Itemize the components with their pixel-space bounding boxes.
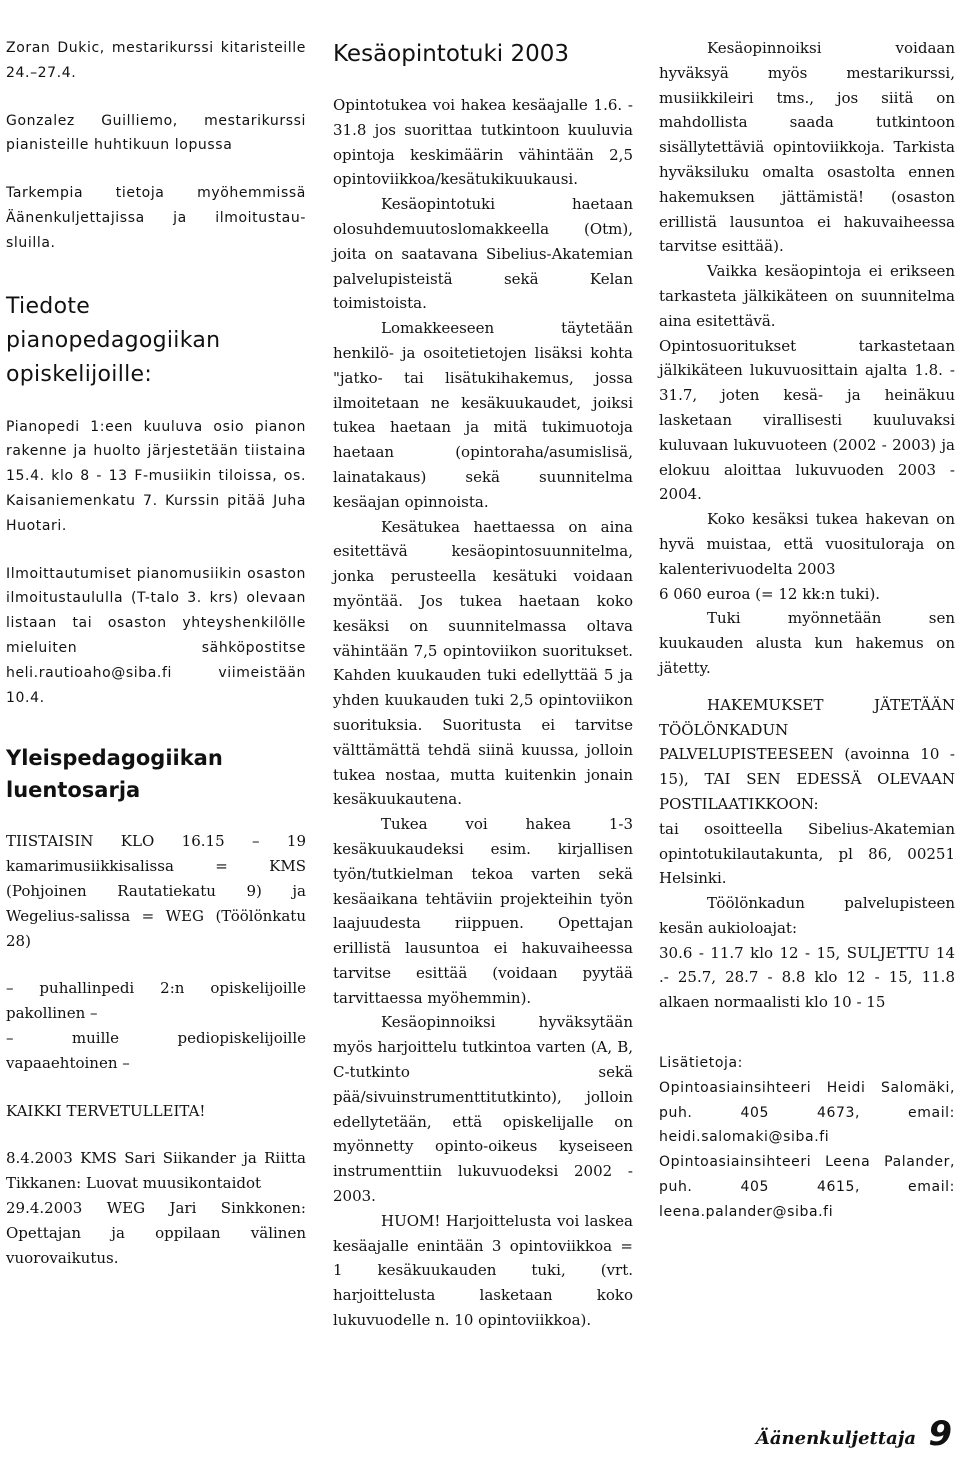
paragraph-opening-hours: 30.6 - 11.7 klo 12 - 15, SULJETTU 14 .- 25.7, 28.7 - 8.8 klo 12 - 15, 11.8 alkaen normaalisti klo 10 - 15 [659, 943, 955, 1012]
publication-name: Äänenkuljettaja [755, 1428, 916, 1449]
paragraph-contact-salomaki: Opintoasiainsihteeri Heidi Salomäki, puh. 405 4673, email: heidi.salomaki@siba.fi [659, 1079, 955, 1146]
paragraph-more-info: Tarkempia tietoja myöhemmissä Äänenkuljettajissa ja ilmoitustau-sluilla. [6, 185, 306, 251]
paragraph-practice: Kesäopinnoiksi hyväksytään myös harjoittelu tutkintoa varten (A, B, C-tutkinto sekä pää/sivuinstrumenttitutkinto), jolloin edellytetään, että opiskelijalle on myönnetty opinto-oikeus kyseiseen instrumenttiin lukuvuodeksi 2002 - 2003. [333, 1013, 633, 1206]
paragraph-income-limit: Koko kesäksi tukea hakevan on hyvä muistaa, että vuosituloraja on kalenterivuodelta 2003 [659, 510, 955, 578]
paragraph-lecture-2: 29.4.2003 WEG Jari Sinkkonen: Opettajan ja oppilaan välinen vuorovaikutus. [6, 1198, 306, 1267]
column-1 [6, 36, 306, 1270]
paragraph-masterclass-piano: Gonzalez Guilliemo, mestarikurssi pianisteille huhtikuun lopussa [6, 112, 306, 154]
paragraph-pianopedi: Pianopedi 1:een kuuluva osio pianon rakenne ja huolto järjestetään tiistaina 15.4. klo 8 - 13 F-musiikin tiloissa, os. Kaisaniemenkatu 7. Kurssin pitää Juha Huotari. [6, 418, 306, 534]
paragraph-results-check: Opintosuoritukset tarkastetaan jälkikäteen lukuvuosittain ajalta 1.8. - 31.7, joten kesä- ja heinäkuu lasketaan virallisesti kuuluvaksi kuluvaan lukuvuoteen (2002 - 2003) ja elokuu aloittaa lukuvuoden 2003 - 2004. [659, 336, 955, 504]
paragraph-granted: Tuki myönnetään sen kuukauden alusta kun hakemus on jätetty. [659, 609, 955, 677]
paragraph-form: Kesäopintotuki haetaan olosuhdemuutoslomakkeella (Otm), joita on saatavana Sibelius-Akatemian palvelupisteistä sekä Kelan toimistoista. [333, 195, 633, 313]
paragraph-schedule: TIISTAISIN KLO 16.15 – 19 kamarimusiikkisalissa = KMS (Pohjoinen Rautatiekatu 9) ja Wegelius-salissa = WEG (Töölönkatu 28) [6, 832, 306, 950]
paragraph-voluntary: – muille pediopiskelijoille vapaaehtoinen – [6, 1028, 306, 1072]
paragraph-welcome: KAIKKI TERVETULLEITA! [6, 1101, 206, 1120]
paragraph-registration: Ilmoittautumiset pianomusiikin osaston ilmoitustaululla (T-talo 3. krs) olevaan listaan tai osaston yhteyshenkilölle mieluiten sähköpostitse heli.rautioaho@siba.fi viimeistään 10.4. [6, 565, 306, 706]
paragraph-income-amount: 6 060 euroa (= 12 kk:n tuki). [659, 584, 881, 603]
paragraph-address: tai osoitteella Sibelius-Akatemian opintotukilautakunta, pl 86, 00251 Helsinki. [659, 819, 955, 888]
paragraph-study-plan: Kesätukea haettaessa on aina esitettävä kesäopintosuunnitelma, jonka perusteella kesätuki voidaan myöntää. Jos tukea haetaan koko kesäksi on suunnitelmassa oltava vähintään 7,5 opintoviikon suoritukset. Kahden kuukauden tuki edellyttää 5 ja yhden kuukauden tuki 2,5 opintoviikon suorituksia. Suoritusta ei tarvitse välttämättä tehdä siinä kuussa, jolloin tukea nostaa, mutta kuitenkin jonain kesäkuukautena. [333, 517, 633, 809]
paragraph-summer-support: Opintotukea voi hakea kesäajalle 1.6. - 31.8 jos suorittaa tutkintoon kuuluvia opintoja keskimäärin vähintään 2,5 opintoviikkoa/kesätukikuukausi. [333, 96, 633, 189]
heading-kesaopintotuki: Kesäopintotuki 2003 [333, 41, 570, 67]
heading-luentosarja: Yleispedagogiikan luentosarja [6, 746, 223, 803]
column-2 [333, 38, 633, 1333]
paragraph-masterclass-guitar: Zoran Dukic, mestarikurssi kitaristeille 24.–27.4. [6, 40, 306, 81]
paragraph-lecture-1: 8.4.2003 KMS Sari Siikander ja Riitta Tikkanen: Luovat muusikontaidot [6, 1149, 306, 1193]
column-3 [659, 36, 955, 1225]
paragraph-opening-hours-title: Töölönkadun palvelupisteen kesän aukioloajat: [659, 894, 955, 937]
page-number: 9 [928, 1414, 952, 1454]
paragraph-huom: HUOM! Harjoittelusta voi laskea kesäajalle enintään 3 opintoviikkoa = 1 kesäkuukauden tuki, (vrt. harjoittelusta lasketaan koko lukuvuodelle n. 10 opintoviikkoa). [333, 1211, 633, 1330]
heading-tiedote: Tiedote pianopedagogiikan opiskelijoille: [6, 293, 221, 387]
paragraph-submit: HAKEMUKSET JÄTETÄÄN TÖÖLÖNKADUN PALVELUPISTEESEEN (avoinna 10 - 15), TAI SEN EDESSÄ OLEVAAN POSTILAATIKKOON: [659, 695, 955, 813]
paragraph-form-fill: Lomakkeeseen täytetään henkilö- ja osoitetietojen lisäksi kohta "jatko- tai lisätukihakemus, jossa ilmoitetaan ne kesäkuukaudet, joiksi tukea haetaan ja mitä tukimuotoja haetaan (opintoraha/asumislisä, lainatakaus) sekä suunnitelma kesäajan opinnoista. [333, 319, 633, 511]
paragraph-more-info-label: Lisätietoja: [659, 1055, 743, 1072]
paragraph-masterclass-approval: Kesäopinnoiksi voidaan hyväksyä myös mestarikurssi, musiikkileiri tms., jos siitä on mahdollista saada tutkintoon sisällytettäviä opintoviikkoja. Tarkista hyväksiluku omalta osastolta ennen hakemuksen jättämistä! (osaston erillistä lausuntoa ei hakuvaiheessa tarvitse esittää). [659, 39, 955, 256]
paragraph-plan-check: Vaikka kesäopintoja ei erikseen tarkasteta jälkikäteen on suunnitelma aina esitettävä. [659, 262, 955, 330]
paragraph-contact-palander: Opintoasiainsihteeri Leena Palander, puh. 405 4615, email: leena.palander@siba.fi [659, 1154, 955, 1220]
paragraph-thesis: Tukea voi hakea 1-3 kesäkuukaudeksi esim. kirjallisen työn/tutkielman tekoa varten sekä kesäaikana tehtäviin projekteihin työn laajuudesta riippuen. Opettajan erillistä lausuntoa ei hakuvaiheessa tarvitse esittää (voidaan pyytää tarvittaessa myöhemmin). [333, 815, 633, 1007]
paragraph-mandatory: – puhallinpedi 2:n opiskelijoille pakollinen – [6, 979, 306, 1023]
